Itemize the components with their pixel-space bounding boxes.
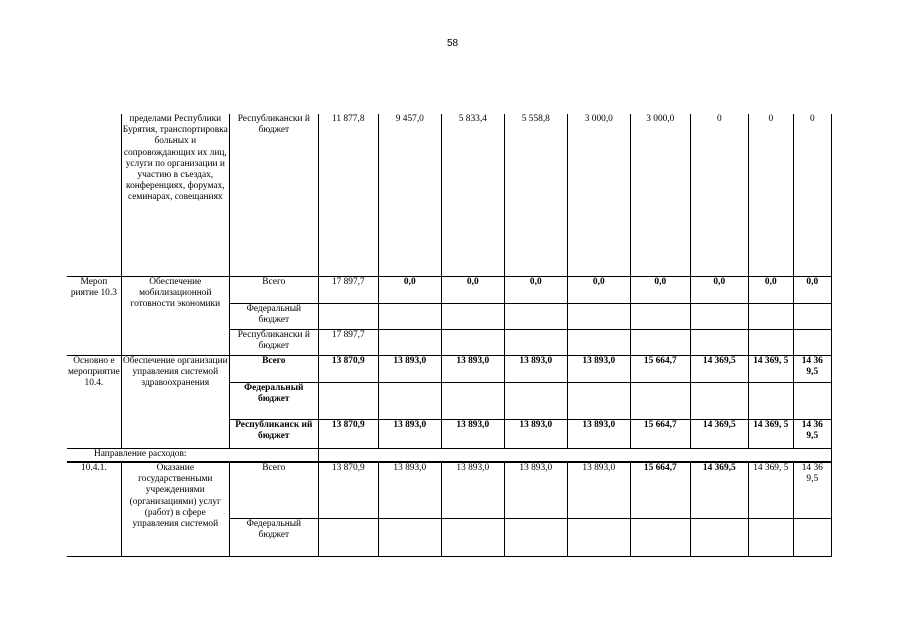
value-cell: 15 664,7: [630, 419, 690, 448]
value-cell: 17 897,7: [318, 276, 378, 303]
source-cell: Республикански й бюджет: [229, 114, 318, 276]
value-cell: [318, 518, 378, 556]
value-cell: [441, 518, 504, 556]
value-cell: [318, 303, 378, 329]
value-cell: 13 893,0: [441, 419, 504, 448]
value-cell: [378, 329, 441, 355]
value-cell: 13 893,0: [504, 419, 567, 448]
source-cell: Федеральный бюджет: [229, 303, 318, 329]
code-cell: Основно е мероприятие 10.4.: [67, 355, 121, 448]
name-cell: Обеспечение организации управления системой здравоохранения: [121, 355, 229, 448]
value-cell: 13 893,0: [441, 355, 504, 382]
value-cell: [567, 382, 630, 419]
table-row: [67, 355, 831, 382]
value-cell: [690, 518, 748, 556]
value-cell: 14 369,5: [690, 462, 748, 518]
value-cell: [748, 303, 793, 329]
value-cell: 15 664,7: [630, 355, 690, 382]
value-cell: 0: [793, 114, 831, 276]
value-cell: 13 893,0: [441, 462, 504, 518]
value-cell: [504, 303, 567, 329]
table-row: [67, 276, 831, 303]
value-cell: [690, 329, 748, 355]
value-cell: 13 870,9: [318, 462, 378, 518]
value-cell: [748, 518, 793, 556]
value-cell: [690, 382, 748, 419]
code-cell: Мероп риятие 10.3: [67, 276, 121, 355]
value-cell: [567, 518, 630, 556]
value-cell: 0,0: [748, 276, 793, 303]
value-cell: 14 369,5: [690, 355, 748, 382]
value-cell: 0,0: [630, 276, 690, 303]
name-cell: Обеспечение мобилизационной готовности экономики: [121, 276, 229, 355]
value-cell: 0,0: [441, 276, 504, 303]
source-cell: Федеральный бюджет: [229, 518, 318, 556]
value-cell: 5 833,4: [441, 114, 504, 276]
table-row: [67, 448, 831, 462]
value-cell: [378, 382, 441, 419]
source-cell: Всего: [229, 462, 318, 518]
value-cell: [567, 329, 630, 355]
value-cell: [793, 518, 831, 556]
value-cell: 14 36 9,5: [793, 355, 831, 382]
budget-table: [67, 114, 832, 557]
value-cell: [793, 329, 831, 355]
value-cell: [441, 382, 504, 419]
code-cell: 10.4.1.: [67, 462, 121, 556]
value-cell: [441, 329, 504, 355]
empty-cell: [318, 448, 831, 462]
value-cell: [630, 329, 690, 355]
value-cell: [748, 329, 793, 355]
value-cell: [630, 518, 690, 556]
value-cell: 13 893,0: [378, 419, 441, 448]
value-cell: 13 893,0: [504, 462, 567, 518]
value-cell: [630, 382, 690, 419]
table-row: [67, 462, 831, 518]
source-cell: Республикански й бюджет: [229, 329, 318, 355]
value-cell: 0,0: [690, 276, 748, 303]
value-cell: 14 369, 5: [748, 355, 793, 382]
page-number: 58: [446, 38, 459, 49]
source-cell: Республиканск ий бюджет: [229, 419, 318, 448]
value-cell: [567, 303, 630, 329]
value-cell: 11 877,8: [318, 114, 378, 276]
source-cell: Всего: [229, 276, 318, 303]
value-cell: 0,0: [378, 276, 441, 303]
code-cell: [67, 114, 121, 276]
value-cell: [504, 329, 567, 355]
value-cell: 13 870,9: [318, 355, 378, 382]
value-cell: [504, 382, 567, 419]
value-cell: [441, 303, 504, 329]
value-cell: 13 893,0: [567, 355, 630, 382]
value-cell: [793, 382, 831, 419]
value-cell: [793, 303, 831, 329]
value-cell: 14 369, 5: [748, 462, 793, 518]
value-cell: 17 897,7: [318, 329, 378, 355]
section-heading: Направление расходов:: [67, 448, 318, 462]
value-cell: [378, 518, 441, 556]
value-cell: 3 000,0: [567, 114, 630, 276]
value-cell: 0,0: [567, 276, 630, 303]
value-cell: [378, 303, 441, 329]
value-cell: [690, 303, 748, 329]
value-cell: 9 457,0: [378, 114, 441, 276]
value-cell: [748, 382, 793, 419]
value-cell: 13 870,9: [318, 419, 378, 448]
value-cell: 5 558,8: [504, 114, 567, 276]
value-cell: 15 664,7: [630, 462, 690, 518]
value-cell: [318, 382, 378, 419]
value-cell: 14 36 9,5: [793, 462, 831, 518]
value-cell: 13 893,0: [378, 462, 441, 518]
value-cell: 13 893,0: [378, 355, 441, 382]
value-cell: 14 36 9,5: [793, 419, 831, 448]
value-cell: 13 893,0: [567, 462, 630, 518]
value-cell: 14 369, 5: [748, 419, 793, 448]
table-row: [67, 114, 831, 276]
source-cell: Всего: [229, 355, 318, 382]
value-cell: 14 369,5: [690, 419, 748, 448]
value-cell: 0: [748, 114, 793, 276]
value-cell: 13 893,0: [567, 419, 630, 448]
value-cell: 0: [690, 114, 748, 276]
value-cell: 13 893,0: [504, 355, 567, 382]
value-cell: [504, 518, 567, 556]
value-cell: 3 000,0: [630, 114, 690, 276]
name-cell: Оказание государственными учреждениями (организациями) услуг (работ) в сфере управления системой: [121, 462, 229, 556]
name-cell: пределами Республики Бурятия, транспортировка больных и сопровождающих их лиц, услуги по организации и участию в съездах, конференциях, форумах, семинарах, совещаниях: [121, 114, 229, 276]
value-cell: 0,0: [793, 276, 831, 303]
source-cell: Федеральный бюджет: [229, 382, 318, 419]
value-cell: 0,0: [504, 276, 567, 303]
value-cell: [630, 303, 690, 329]
